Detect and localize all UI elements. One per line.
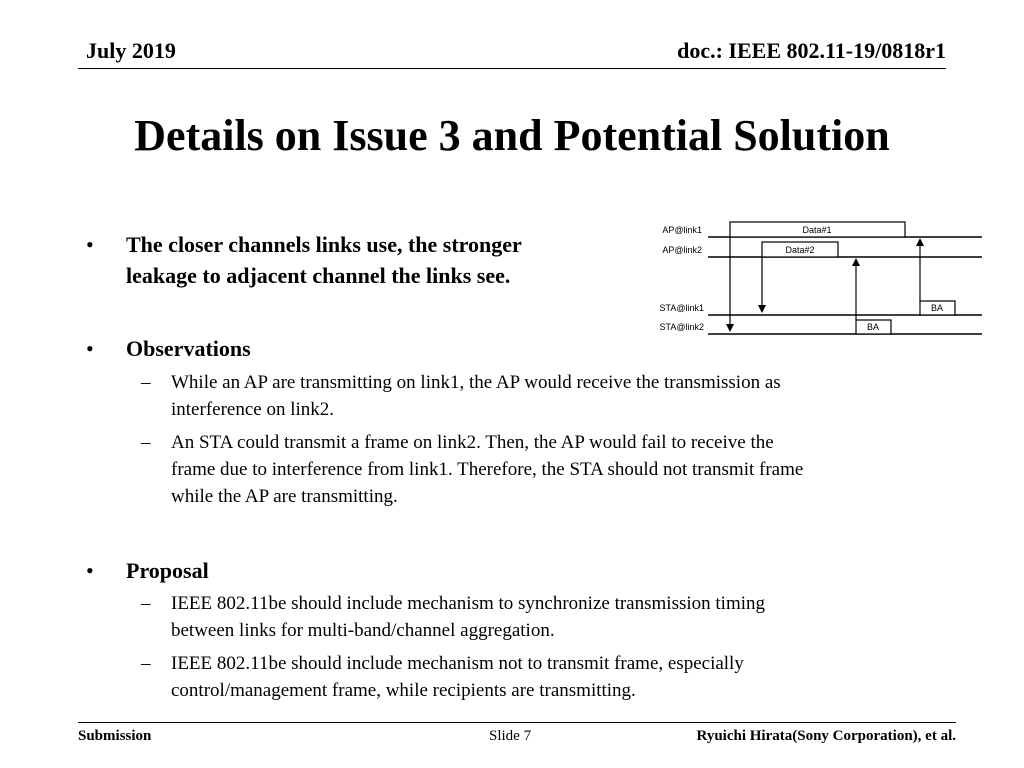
bullet-line: The closer channels links use, the stronger — [126, 232, 522, 257]
frame-data1-label: Data#1 — [802, 225, 832, 235]
frame-data2-label: Data#2 — [785, 245, 815, 255]
footer-submission: Submission — [78, 728, 152, 744]
sub-line: frame due to interference from link1. Therefore, the STA should not transmit frame — [171, 459, 804, 480]
header-date: July 2019 — [86, 38, 176, 63]
footer-divider — [78, 722, 956, 723]
sub-line: IEEE 802.11be should include mechanism not to transmit frame, especially — [171, 653, 744, 674]
header-doc-id: doc.: IEEE 802.11-19/0818r1 — [677, 38, 946, 63]
bullet-line: leakage to adjacent channel the links see. — [126, 263, 511, 288]
frame-ba-link2-label: BA — [866, 322, 880, 332]
header-divider — [78, 68, 946, 69]
bullet-observations-heading: Observations — [126, 336, 251, 361]
timing-diagram — [640, 216, 990, 346]
footer-author: Ryuichi Hirata(Sony Corporation), et al. — [696, 728, 956, 744]
dash-marker: – — [141, 372, 151, 393]
row-label-sta-link1: STA@link1 — [659, 303, 704, 313]
bullet-leakage-text — [126, 229, 522, 291]
sub-line: While an AP are transmitting on link1, the AP would receive the transmission as — [171, 372, 781, 393]
footer-slide-number: Slide 7 — [489, 728, 532, 744]
bullet-marker: • — [86, 336, 94, 361]
sub-line: control/management frame, while recipients are transmitting. — [171, 680, 636, 701]
sub-line: between links for multi-band/channel aggregation. — [171, 620, 555, 641]
slide-title: Details on Issue 3 and Potential Solution — [134, 111, 890, 160]
bullet-marker: • — [86, 232, 94, 257]
row-label-sta-link2: STA@link2 — [659, 322, 704, 332]
sub-line: while the AP are transmitting. — [171, 486, 398, 507]
bullet-proposal-heading: Proposal — [126, 558, 209, 583]
row-label-ap-link1: AP@link1 — [662, 225, 702, 235]
bullet-marker: • — [86, 558, 94, 583]
dash-marker: – — [141, 593, 151, 614]
sub-line: IEEE 802.11be should include mechanism to synchronize transmission timing — [171, 593, 766, 614]
frame-ba-link1-label: BA — [930, 303, 944, 313]
sub-line: An STA could transmit a frame on link2. Then, the AP would fail to receive the — [171, 432, 774, 453]
sub-line: interference on link2. — [171, 399, 335, 420]
row-label-ap-link2: AP@link2 — [662, 245, 702, 255]
dash-marker: – — [141, 432, 151, 453]
dash-marker: – — [141, 653, 151, 674]
